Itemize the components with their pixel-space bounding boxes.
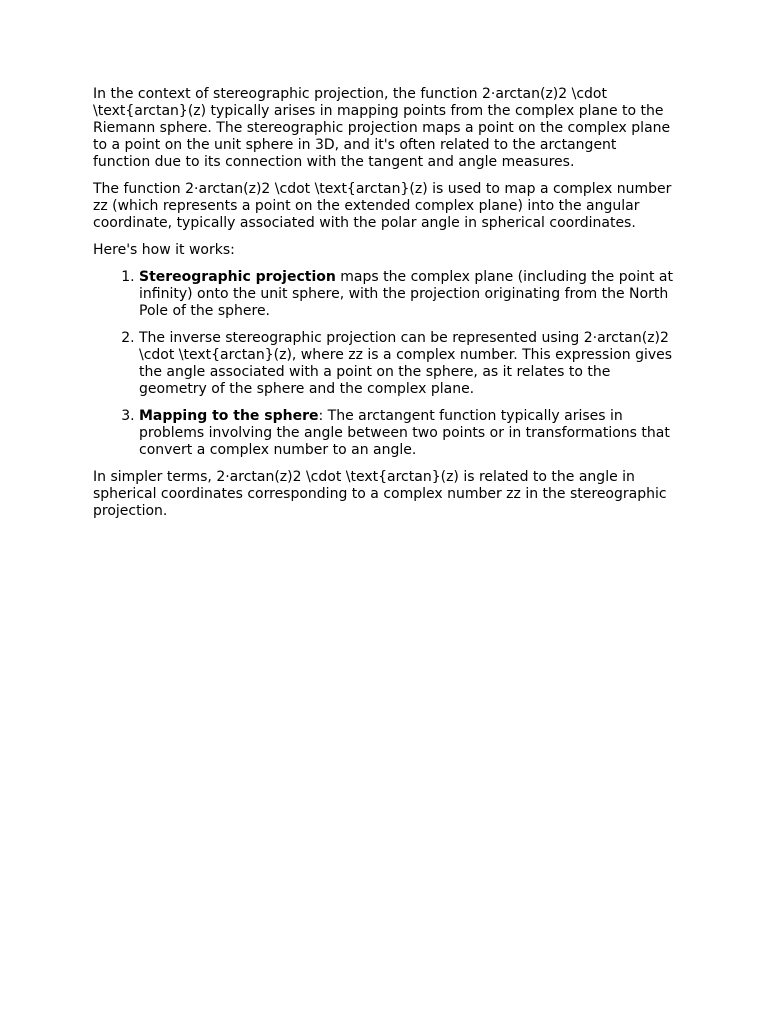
- conclusion-paragraph: In simpler terms, 2·arctan(z)2 \cdot \text{arctan}(z) is related to the angle in spherical coordinates corresponding to a complex number zz in the stereographic projection.: [93, 469, 667, 519]
- step-text: The inverse stereographic projection can be represented using 2·arctan(z)2 \cdot \text{arctan}(z), where zz is a complex number. This expression gives the angle associated with a point on the sphere, as it relates to the geometry of the sphere and the complex plane.: [139, 330, 673, 397]
- step-text: maps the complex plane (including the point at infinity) onto the unit sphere, with the projection originating from the North Pole of the sphere.: [139, 269, 673, 319]
- function-paragraph: The function 2·arctan(z)2 \cdot \text{arctan}(z) is used to map a complex number zz (which represents a point on the extended complex plane) into the angular coordinate, typically associated with the polar angle in spherical coordinates.: [93, 181, 672, 231]
- intro-paragraph: In the context of stereographic projection, the function 2·arctan(z)2 \cdot \text{arctan}(z) typically arises in mapping points from the complex plane to the Riemann sphere. The stereographic projection maps a point on the complex plane to a point on the unit sphere in 3D, and it's often related to the arctangent function due to its connection with the tangent and angle measures.: [93, 86, 671, 170]
- how-it-works-paragraph: Here's how it works:: [93, 242, 235, 258]
- list-item: [139, 408, 678, 459]
- step-text: : The arctangent function typically arises in problems involving the angle between two points or in transformations that convert a complex number to an angle.: [139, 408, 670, 458]
- list-item: [139, 269, 678, 320]
- list-item: [139, 330, 678, 398]
- document-body: [93, 86, 678, 530]
- steps-list: [93, 269, 678, 459]
- step-heading: Stereographic projection: [139, 269, 336, 285]
- step-heading: Mapping to the sphere: [139, 408, 319, 424]
